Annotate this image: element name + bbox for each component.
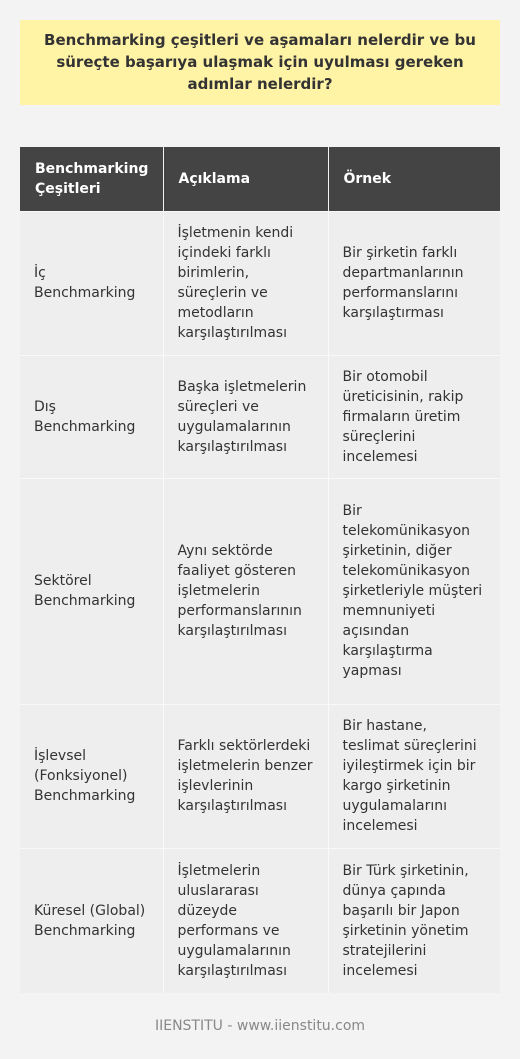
cell-type: Küresel (Global) Benchmarking	[20, 848, 163, 993]
header-types: Benchmarking Çeşitleri	[20, 147, 163, 211]
cell-description: İşletmenin kendi içindeki farklı birimlerin, süreçlerin ve metodların karşılaştırılması	[163, 211, 328, 355]
cell-description: İşletmelerin uluslararası düzeyde performans ve uygulamalarının karşılaştırılması	[163, 848, 328, 993]
footer-credit: IIENSTITU - www.iienstitu.com	[154, 1018, 366, 1034]
table-header-row	[20, 147, 500, 211]
cell-example: Bir şirketin farklı departmanlarının performanslarını karşılaştırması	[328, 211, 500, 355]
cell-description: Farklı sektörlerdeki işletmelerin benzer işlevlerinin karşılaştırılması	[163, 704, 328, 848]
table-row	[20, 355, 500, 478]
cell-description: Başka işletmelerin süreçleri ve uygulamalarının karşılaştırılması	[163, 355, 328, 478]
page-title: Benchmarking çeşitleri ve aşamaları nelerdir ve bu süreçte başarıya ulaşmak için uyulması gereken adımlar nelerdir?	[20, 20, 500, 105]
table-row	[20, 211, 500, 355]
benchmarking-table	[20, 147, 500, 993]
table-row	[20, 478, 500, 704]
header-example: Örnek	[328, 147, 500, 211]
cell-description: Aynı sektörde faaliyet gösteren işletmelerin performanslarının karşılaştırılması	[163, 478, 328, 704]
header-description: Açıklama	[163, 147, 328, 211]
cell-example: Bir hastane, teslimat süreçlerini iyileştirmek için bir kargo şirketinin uygulamalarını incelemesi	[328, 704, 500, 848]
cell-type: İşlevsel (Fonksiyonel) Benchmarking	[20, 704, 163, 848]
cell-type: İç Benchmarking	[20, 211, 163, 355]
cell-type: Sektörel Benchmarking	[20, 478, 163, 704]
table-row	[20, 704, 500, 848]
cell-example: Bir otomobil üreticisinin, rakip firmaların üretim süreçlerini incelemesi	[328, 355, 500, 478]
cell-type: Dış Benchmarking	[20, 355, 163, 478]
cell-example: Bir telekomünikasyon şirketinin, diğer telekomünikasyon şirketleriyle müşteri memnuniyeti açısından karşılaştırma yapması	[328, 478, 500, 704]
table-row	[20, 848, 500, 993]
cell-example: Bir Türk şirketinin, dünya çapında başarılı bir Japon şirketinin yönetim stratejilerini incelemesi	[328, 848, 500, 993]
